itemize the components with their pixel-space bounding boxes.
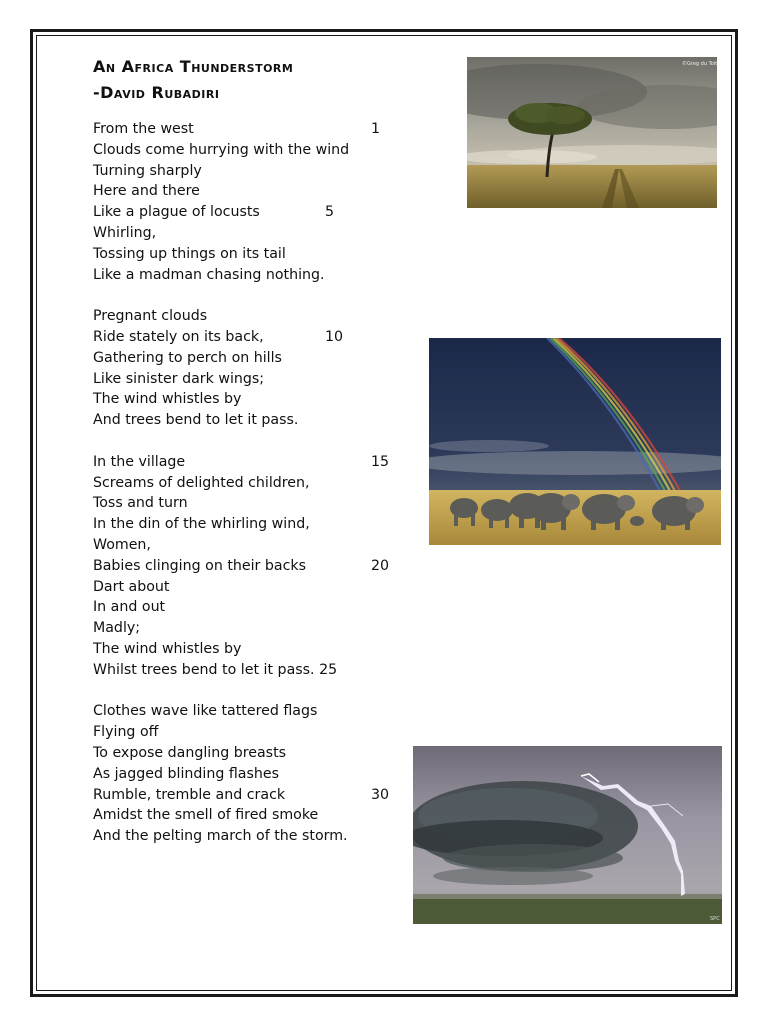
photo-credit: ©Greg du Toit [682, 61, 717, 67]
poem-line-text: Madly; [93, 620, 141, 637]
acacia-tree-storm-photo-icon [467, 57, 717, 208]
poem-line [93, 660, 403, 681]
poem-line-text: Screams of delighted children, [93, 474, 310, 491]
poem-line [93, 577, 403, 598]
poem-line-text: And the pelting march of the storm. [93, 828, 348, 845]
poem-line [93, 722, 403, 743]
poem-line-text: Turning sharply [93, 162, 202, 179]
poem-line-text: As jagged blinding flashes [93, 765, 279, 782]
poem-line [93, 140, 403, 161]
poem-line [93, 785, 403, 806]
poem-line [93, 556, 403, 577]
poem-line [93, 826, 403, 847]
poem-line-text: And trees bend to let it pass. [93, 412, 299, 429]
elephants-rainbow-photo [429, 338, 721, 545]
poem-line-text: Tossing up things on its tail [93, 245, 286, 262]
poem-line-text: Toss and turn [93, 495, 188, 512]
line-number: 15 [371, 453, 390, 470]
poem-line-text: To expose dangling breasts [93, 744, 287, 761]
poem-line [93, 244, 403, 265]
poem-line [93, 369, 403, 390]
poem-line-text: Pregnant clouds [93, 308, 208, 325]
poem-line-text: Women, [93, 536, 151, 553]
poem-line [93, 514, 403, 535]
poem-line [93, 265, 403, 286]
poem-line-text: Like sinister dark wings; [93, 370, 265, 387]
poem-title: An Africa Thunderstorm [93, 57, 294, 76]
poem-line-text: Clothes wave like tattered flags [93, 703, 318, 720]
poem-line [93, 535, 403, 556]
poem-line [93, 410, 403, 431]
poem-line-text: Gathering to perch on hills [93, 349, 282, 366]
poem-line-text: Like a plague of locusts [93, 204, 260, 221]
supercell-lightning-photo-icon [413, 746, 722, 924]
stanza [93, 701, 403, 847]
poem-line-text: Ride stately on its back, [93, 328, 264, 345]
poem-line-text: Here and there [93, 183, 200, 200]
poem-line [93, 743, 403, 764]
poem-line-text: In the din of the whirling wind, [93, 516, 310, 533]
poem-line-text: The wind whistles by [93, 640, 242, 657]
poem-line-text: In the village [93, 453, 186, 470]
stanza [93, 119, 403, 285]
acacia-tree-photo [467, 57, 717, 208]
line-number: 30 [371, 786, 390, 803]
stanza [93, 306, 403, 431]
poem-line [93, 223, 403, 244]
poem-body [93, 119, 403, 868]
poem-line [93, 473, 403, 494]
poem-line [93, 701, 403, 722]
poem-line [93, 161, 403, 182]
poem-line [93, 764, 403, 785]
poem-line [93, 119, 403, 140]
poem-line-text: Clouds come hurrying with the wind [93, 141, 350, 158]
elephants-rainbow-photo-icon [429, 338, 721, 545]
poem-line [93, 597, 403, 618]
poem-line-text: Whilst trees bend to let it pass. 25 [93, 661, 338, 678]
poem-line-text: Flying off [93, 724, 159, 741]
line-number: 20 [371, 557, 390, 574]
poem-line [93, 202, 403, 223]
poem-line [93, 618, 403, 639]
poem-line [93, 306, 403, 327]
poem-line-text: Amidst the smell of fired smoke [93, 807, 319, 824]
poem-line-text: The wind whistles by [93, 391, 242, 408]
poem-line-text: Dart about [93, 578, 170, 595]
poem-line [93, 639, 403, 660]
photo-credit: SPC [710, 916, 720, 922]
poem-line-text: Rumble, tremble and crack [93, 786, 286, 803]
poem-line [93, 493, 403, 514]
poem-line-text: Whirling, [93, 224, 157, 241]
poem-line [93, 327, 403, 348]
poem-author: -David Rubadiri [93, 83, 220, 102]
line-number: 10 [325, 328, 344, 345]
poem-line-text: From the west [93, 121, 194, 137]
poem-line [93, 348, 403, 369]
poem-line [93, 389, 403, 410]
poem-line-text: In and out [93, 599, 166, 616]
poem-line [93, 805, 403, 826]
line-number: 1 [371, 121, 381, 137]
storm-lightning-photo [413, 746, 722, 924]
poem-line [93, 452, 403, 473]
poem-line-text: Like a madman chasing nothing. [93, 266, 325, 283]
line-number: 5 [325, 204, 335, 221]
poem-line-text: Babies clinging on their backs [93, 557, 306, 574]
poem-line [93, 181, 403, 202]
stanza [93, 452, 403, 681]
